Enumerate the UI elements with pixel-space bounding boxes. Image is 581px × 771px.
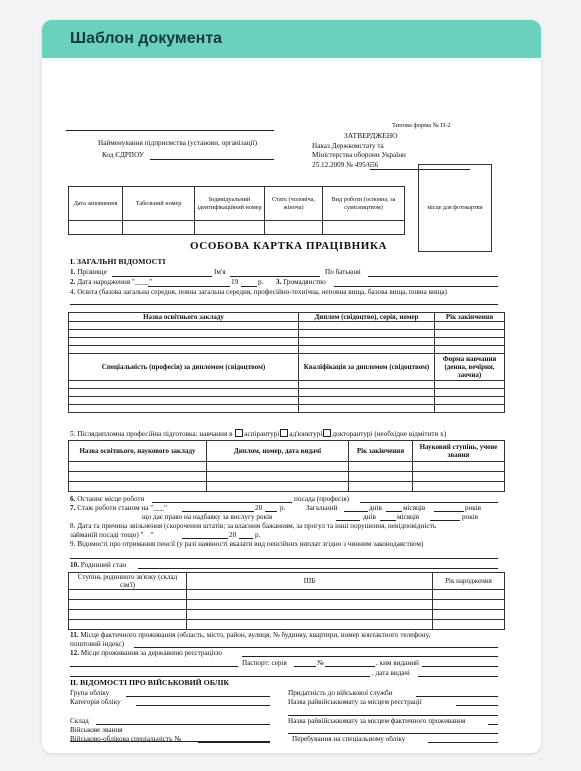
top-info-table [68,186,405,235]
passport-number-line[interactable] [325,666,375,667]
special-registry-line[interactable] [428,742,498,743]
birth-date-line[interactable] [148,286,230,287]
table-row[interactable] [69,462,505,472]
line-5: 5. Післядипломна професійна підготовка: навчання в аспірантурі ад'юнктурі докторантурі (необхідне відмітити х) [70,430,447,438]
order-line-3: 25.12.2009 № 495/656 [312,161,379,169]
fitness-label: Придатність до військової служби [288,689,393,697]
tab-number-cell[interactable] [123,221,195,235]
exp-year-prefix: 20 [255,504,263,512]
seniority-months-line[interactable] [380,520,396,521]
table-row[interactable] [69,322,505,330]
form-number: Типова форма № П-2 [392,122,451,129]
birth-year-suffix: р. [258,278,264,286]
org-name-label: Найменування підприємства (установи, організації) [98,139,258,147]
line-9: 9. Відомості про отримання пенсії (у разі наявності вказати вид пенсійних виплат згідно з чинним законодавством) [70,540,424,548]
fitness-line[interactable] [416,696,498,697]
actual-military-office-line[interactable] [488,724,498,725]
pg-institution-header: Назва освітнього, наукового закладу [69,441,207,462]
exp-date-line[interactable] [182,511,254,512]
rank-label: Військове звання [70,726,123,734]
card-title-text: ОСОБОВА КАРТКА ПРАЦІВНИКА [190,240,388,252]
passport-issued-cont-line[interactable] [70,676,370,677]
tab-number-header: Табельний номер [123,187,195,221]
patronymic-label: По батькові [325,268,361,276]
section-1-title: І. ЗАГАЛЬНІ ВІДОМОСТІ [70,257,166,266]
composition-label: Склад [70,717,89,725]
surname-line[interactable] [112,276,212,277]
edu-year-header: Рік закінчення [435,313,505,322]
tax-id-cell[interactable] [195,221,265,235]
passport-date-line[interactable] [418,676,498,677]
line-6: 6. Останнє місце роботи [70,495,145,503]
table-row[interactable] [69,338,505,346]
doctoral-checkbox[interactable] [323,429,331,437]
table-row[interactable] [69,610,505,620]
sex-cell[interactable] [265,221,323,235]
citizenship-line[interactable] [334,286,498,287]
years-label: років [465,504,482,512]
dismiss-year-prefix: 20 [229,531,237,539]
edu-name-header: Назва освітнього закладу [69,313,299,322]
table-row[interactable] [69,590,505,600]
months-label: місяців [403,504,426,512]
dismiss-year-line[interactable] [239,538,253,539]
reg-military-office-cont-line[interactable] [288,715,498,716]
table-row[interactable] [69,620,505,630]
total-months-line[interactable] [386,511,402,512]
address-cont-line[interactable] [70,666,238,667]
category-line[interactable] [136,705,270,706]
reg-military-office-line[interactable] [456,705,498,706]
days-label: днів [369,504,382,512]
education-line[interactable] [70,304,498,305]
table-row[interactable] [69,330,505,338]
seniority-days-line[interactable] [336,520,360,521]
pg-year-header: Рік закінчення [349,441,413,462]
table-row[interactable] [69,405,505,413]
line-10: 10. Родинний стан [70,561,127,569]
adjunct-checkbox[interactable] [280,429,288,437]
work-type-header: Вид роботи (основна, за сумісництвом) [323,187,405,221]
group-label: Група обліку [70,689,110,697]
name-line[interactable] [230,276,320,277]
dismiss-date-line[interactable] [182,538,228,539]
card-title: Шаблон документа [42,20,541,58]
passport-series-label: Паспорт: серія [242,659,287,667]
passport-issued-line[interactable] [422,666,498,667]
line-7: 7. Стаж роботи станом на "___" [70,504,167,512]
exp-year-suffix: р. [280,504,286,512]
fam-year-header: Рік народження [433,573,505,590]
passport-date-label: , дата видачі [372,669,410,677]
dismiss-year-suffix: р. [255,531,261,539]
seniority-days-label: днів [363,513,376,521]
pension-line[interactable] [70,558,498,559]
work-type-cell[interactable] [323,221,405,235]
line-12: 12. Місце проживання за державною реєстрацією [70,649,222,657]
total-exp-label: Загальний [306,504,338,512]
line-4: 4. Освіта (базова загальна середня, повна загальна середня, професійно-технічна, неповна вища, базова вища, повна вища) [70,288,447,296]
group-line[interactable] [126,696,270,697]
patronymic-line[interactable] [368,276,498,277]
postgraduate-checkbox[interactable] [235,429,243,437]
registered-address-line[interactable] [242,656,498,657]
line-11: 11. Місце фактичного проживання (область, місто, район, вулиця, № будинку, квартири, номер контактного телефону, [70,631,431,639]
fam-relation-header: Ступінь родинного зв'язку (склад сім'ї) [69,573,187,590]
specialty-label: Військово-облікова спеціальність № [70,735,182,743]
table-row[interactable] [69,482,505,492]
fam-name-header: ПІБ [187,573,433,590]
tax-id-header: Індивідуальний ідентифікаційний номер [195,187,265,221]
total-days-line[interactable] [344,511,368,512]
template-card [42,20,541,753]
document-page [42,58,541,753]
line-11-cont: поштовий індекс) [70,640,125,648]
line-8-cont: займаній посаді тощо) " " [70,531,154,539]
seniority-years-label: років [462,513,479,521]
family-status-line[interactable] [138,568,498,569]
date-filled-header: Дата заповнення [69,187,123,221]
birth-year-line[interactable] [241,286,257,287]
category-label: Категорія обліку [70,698,121,706]
photo-label: місце для фотокартки [427,204,483,211]
line-8: 8. Дата та причина звільнення (скорочення штатів; за власним бажанням, за прогул та інші порушення, невідповідність [70,522,437,530]
actual-military-office-cont-line[interactable] [288,733,498,734]
actual-address-line[interactable] [134,647,498,648]
approved-label: ЗАТВЕРДЖЕНО [344,131,398,140]
date-filled-cell[interactable] [69,221,123,235]
reg-military-office-label: Назва райвійськкомату за місцем реєстрації [288,698,422,706]
table-row[interactable] [69,397,505,405]
sex-header: Стать (чоловіча, жіноча) [265,187,323,221]
edrpou-label: Код ЄДРПОУ [102,151,144,159]
edu-form-header: Форма навчання (денна, вечірня, заочна) [435,354,505,381]
table-row[interactable] [69,472,505,482]
line-3: 3. Громадянство [276,278,326,286]
actual-military-office-label: Назва райвійськкомату за місцем фактичного проживання [288,717,466,725]
birth-year-prefix: 19 [231,278,239,286]
composition-line[interactable] [96,724,270,725]
position-line[interactable] [360,502,498,503]
education-table [68,312,505,413]
edu-specialty-header: Спеціальність (професія) за дипломом (свідоцтвом) [69,354,299,381]
line-1: 1. Прізвище [70,268,107,276]
table-row[interactable] [69,600,505,610]
org-name-line [66,130,274,131]
last-job-line[interactable] [152,502,292,503]
seniority-years-line[interactable] [430,520,460,521]
table-row[interactable] [69,346,505,354]
order-line-2: Міністерства оборони України [312,151,406,159]
seniority-label: що дає право на надбавку за вислугу років [142,513,273,521]
table-row[interactable] [69,389,505,397]
position-label: посада (професія) [294,495,350,503]
pg-diploma-header: Диплом, номер, дата видачі [207,441,349,462]
table-row[interactable] [69,381,505,389]
edrpou-line[interactable] [150,159,274,160]
edu-diploma-header: Диплом (свідоцтво), серія, номер [299,313,435,322]
order-line-1: Наказ Держкомстату та [312,142,384,150]
specialty-line[interactable] [198,742,270,743]
special-registry-label: Перебування на спеціальному обліку [292,735,406,743]
exp-year-line[interactable] [265,511,277,512]
passport-series-line[interactable] [294,666,316,667]
family-table [68,572,505,630]
section-2-title: ІІ. ВІДОМОСТІ ПРО ВІЙСЬКОВИЙ ОБЛІК [70,678,230,687]
photo-placeholder [418,164,492,252]
pg-degree-header: Науковий ступінь, учене звання [413,441,505,462]
passport-issued-label: , ким виданий [376,659,419,667]
passport-number-label: № [317,659,324,667]
postgrad-table [68,440,505,492]
edu-qualification-header: Кваліфікація за дипломом (свідоцтвом) [299,354,435,381]
total-years-line[interactable] [434,511,464,512]
seniority-months-label: місяців [397,513,420,521]
name-label: Ім'я [214,268,226,276]
line-2: 2. Дата народження "____" [70,278,153,286]
